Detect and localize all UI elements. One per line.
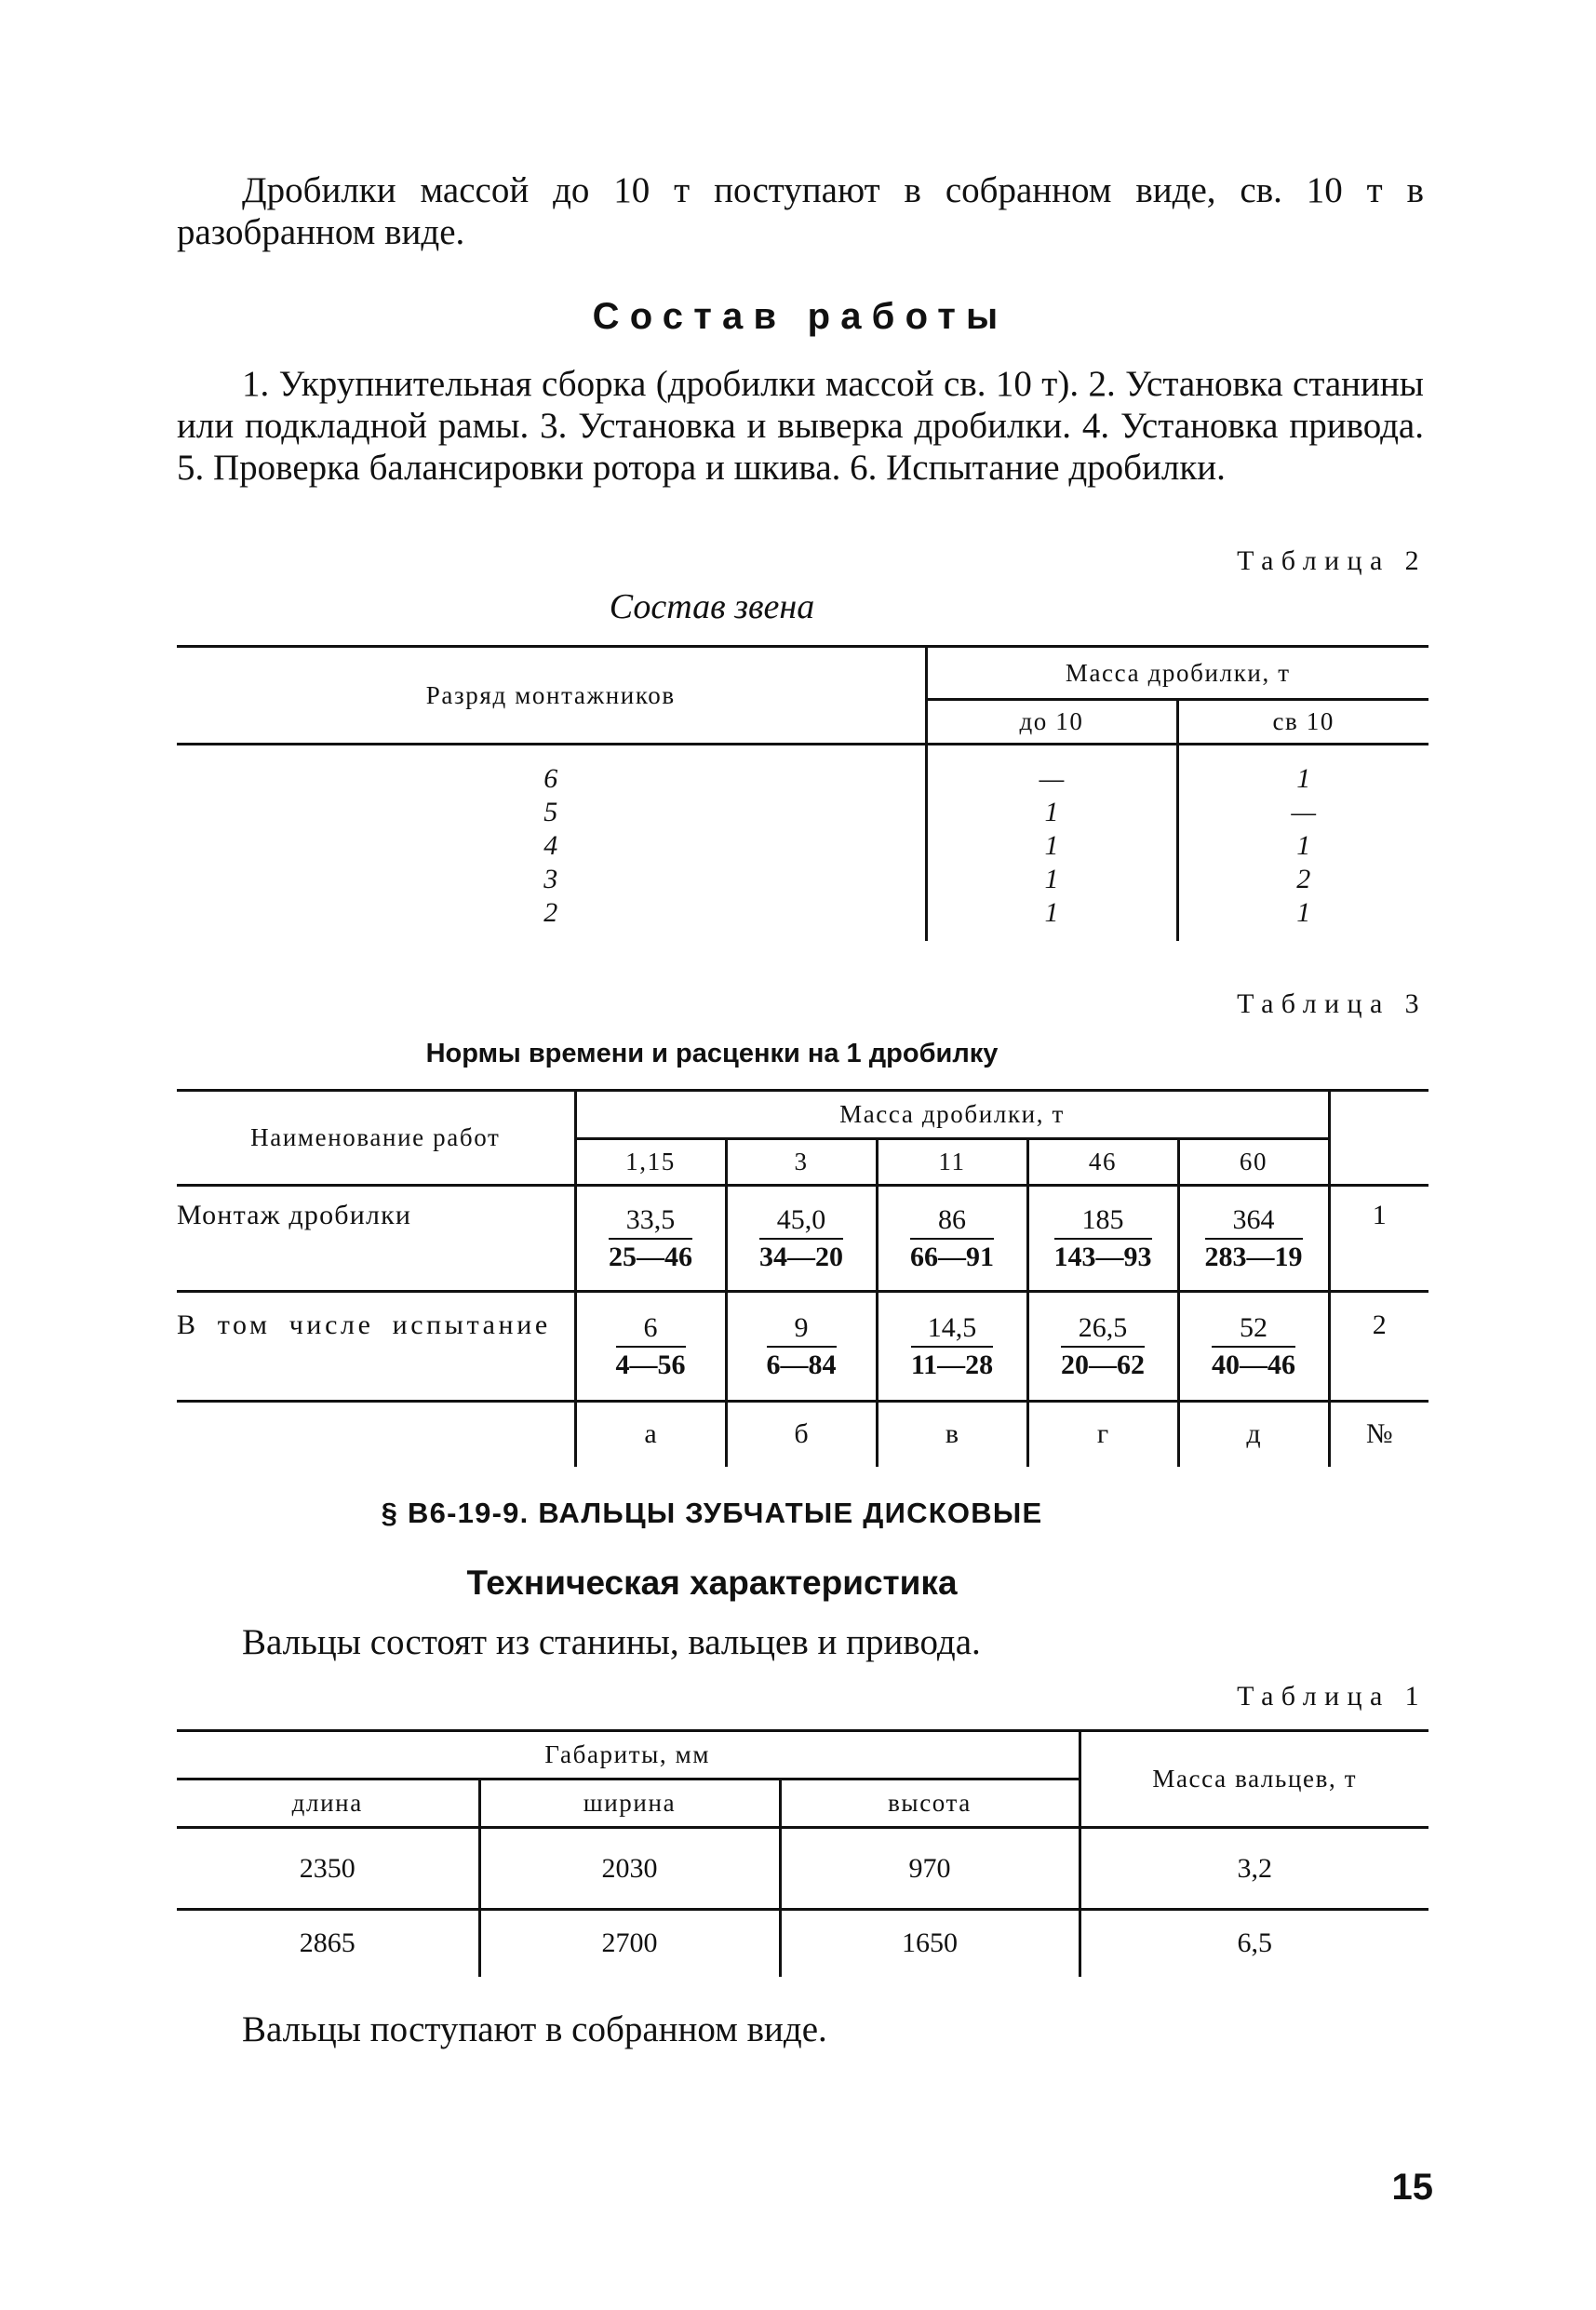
table1-mass: 6,5 [1237, 1927, 1272, 1959]
table3-letter-b: б [726, 1402, 877, 1467]
rate-price: 20—62 [1061, 1349, 1145, 1380]
table1-height: 1650 [780, 1910, 1080, 1977]
table3-mass-2: 3 [726, 1139, 877, 1186]
rate-time: 6 [616, 1310, 686, 1348]
table3-rate [1054, 1202, 1152, 1275]
table1-mass: 3,2 [1237, 1852, 1272, 1884]
table3-no-label: № [1365, 1418, 1393, 1450]
rate-price: 4—56 [615, 1349, 686, 1380]
table1-header-mass: Масса вальцев, т [1080, 1731, 1428, 1828]
table1-header-length: длина [177, 1780, 479, 1828]
table1-row [177, 1828, 1428, 1910]
table2-header-rank: Разряд монтажников [177, 647, 926, 745]
work-paragraph [177, 363, 1424, 489]
table2-header-sub-a: до 10 [926, 700, 1177, 745]
table2-rank-1: 6 [543, 763, 558, 794]
rate-time: 185 [1054, 1202, 1152, 1240]
table3-row [177, 1292, 1428, 1402]
table1-length: 2865 [177, 1910, 479, 1977]
table2-rank-3: 4 [543, 830, 558, 861]
rate-time: 14,5 [911, 1310, 993, 1348]
table3-rate [609, 1202, 692, 1275]
rate-time: 52 [1212, 1310, 1295, 1348]
rate-time: 364 [1205, 1202, 1303, 1240]
rate-price: 143—93 [1053, 1241, 1152, 1272]
table2-a-1: — [1039, 763, 1065, 794]
table3-letter-d: г [1027, 1402, 1178, 1467]
footer-text: Вальцы поступают в собранном виде. [242, 2009, 827, 2049]
rate-time: 86 [910, 1202, 994, 1240]
table2-title: Состав звена [609, 587, 815, 626]
table1-height: 970 [780, 1828, 1080, 1910]
table2 [177, 645, 1428, 941]
table1 [177, 1729, 1428, 1977]
section-title: § В6-19-9. ВАЛЬЦЫ ЗУБЧАТЫЕ ДИСКОВЫЕ [381, 1497, 1043, 1529]
table1-header-dims: Габариты, мм [177, 1731, 1080, 1780]
table3-rate [911, 1310, 993, 1383]
tech-text: Вальцы состоят из станины, вальцев и привода. [242, 1622, 981, 1662]
table3-mass-1: 1,15 [575, 1139, 726, 1186]
table3-rate [1061, 1310, 1145, 1383]
table1-length: 2350 [177, 1828, 479, 1910]
table3-title: Нормы времени и расценки на 1 дробилку [425, 1039, 999, 1068]
table3-header-name: Наименование работ [177, 1091, 575, 1186]
table3-row-1-no: 1 [1372, 1200, 1387, 1230]
table2-b-2: — [1291, 797, 1317, 827]
rate-time: 26,5 [1061, 1310, 1145, 1348]
table1-row [177, 1910, 1428, 1977]
table3-rate [1205, 1202, 1303, 1275]
table2-rank-2: 5 [543, 797, 558, 827]
table3 [177, 1089, 1428, 1467]
rate-price: 40—46 [1212, 1349, 1295, 1380]
rate-time: 9 [767, 1310, 837, 1348]
intro-text: Дробилки массой до 10 т поступают в собранном виде, св. 10 т в разобранном виде. [177, 170, 1424, 252]
table3-mass-5: 60 [1178, 1139, 1329, 1186]
table3-rate [616, 1310, 686, 1383]
table3-rate [1212, 1310, 1295, 1383]
table2-label: Таблица 2 [1237, 545, 1427, 576]
rate-price: 34—20 [759, 1241, 843, 1272]
table2-a-3: 1 [1044, 830, 1059, 861]
table3-label: Таблица 3 [1237, 988, 1427, 1019]
table1-header-width: ширина [479, 1780, 780, 1828]
table2-b-5: 1 [1296, 897, 1311, 928]
table2-b-3: 1 [1296, 830, 1311, 861]
table3-letters-blank [177, 1402, 575, 1467]
tech-heading: Техническая характеристика [466, 1564, 958, 1602]
table3-letter-e: д [1178, 1402, 1329, 1467]
table3-letter-a: а [575, 1402, 726, 1467]
page-number: 15 [1391, 2167, 1433, 2208]
rate-price: 6—84 [766, 1349, 837, 1380]
intro-paragraph [177, 169, 1424, 253]
rate-price: 66—91 [910, 1241, 994, 1272]
table3-rate [910, 1202, 994, 1275]
table2-rank-4: 3 [543, 864, 558, 894]
work-text: 1. Укрупнительная сборка (дробилки массой св. 10 т). 2. Установка станины или подкладной рамы. 3. Установка и выверка дробилки. 4. Установка привода. 5. Проверка балансировки ротора и шкива. 6. Испытание дробилки. [177, 364, 1424, 488]
table3-letter-c: в [877, 1402, 1027, 1467]
table2-header-mass: Масса дробилки, т [926, 647, 1428, 700]
table2-a-4: 1 [1044, 864, 1059, 894]
table1-label: Таблица 1 [1237, 1681, 1427, 1712]
table1-width: 2700 [479, 1910, 780, 1977]
rate-time: 45,0 [759, 1202, 843, 1240]
work-heading: Состав работы [592, 296, 1009, 337]
table3-header-mass: Масса дробилки, т [575, 1091, 1329, 1139]
table3-rate [767, 1310, 837, 1383]
table3-row-2-name: В том числе испытание [177, 1292, 575, 1402]
table3-row-1-name: Монтаж дробилки [177, 1186, 575, 1292]
table3-mass-4: 46 [1027, 1139, 1178, 1186]
table3-mass-3: 11 [877, 1139, 1027, 1186]
rate-price: 283—19 [1204, 1241, 1303, 1272]
table2-header-sub-b: св 10 [1177, 700, 1428, 745]
table3-rate [759, 1202, 843, 1275]
table3-row [177, 1186, 1428, 1292]
table2-b-4: 2 [1296, 864, 1311, 894]
table2-a-2: 1 [1044, 797, 1059, 827]
table1-width: 2030 [479, 1828, 780, 1910]
rate-price: 11—28 [910, 1349, 994, 1380]
table1-header-height: высота [780, 1780, 1080, 1828]
table3-header-blank [1329, 1091, 1428, 1186]
rate-price: 25—46 [609, 1241, 692, 1272]
table2-a-5: 1 [1044, 897, 1059, 928]
table2-rank-5: 2 [543, 897, 558, 928]
table2-b-1: 1 [1296, 763, 1311, 794]
rate-time: 33,5 [609, 1202, 692, 1240]
table3-row-2-no: 2 [1372, 1309, 1387, 1340]
